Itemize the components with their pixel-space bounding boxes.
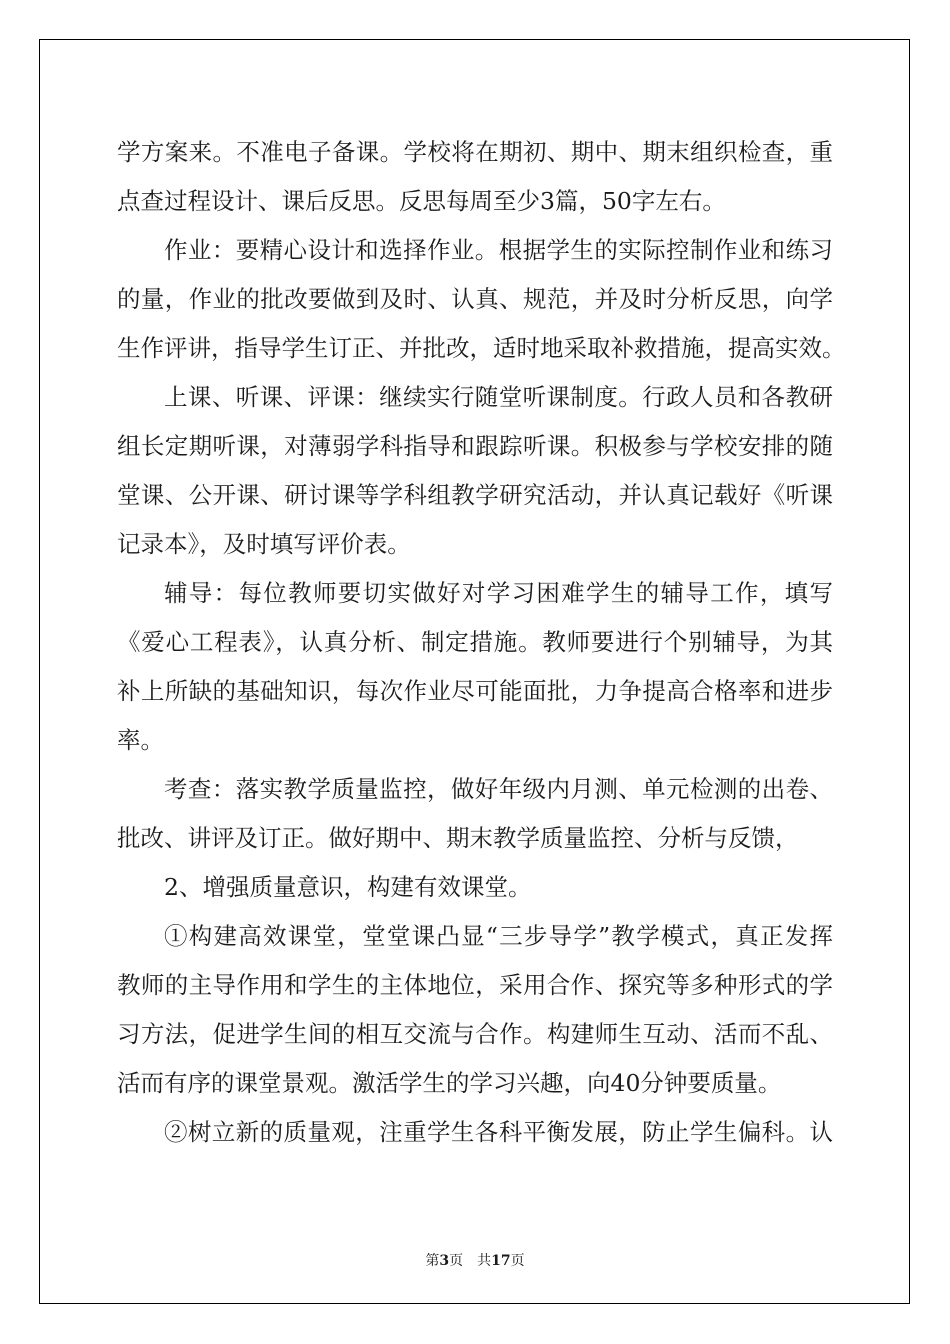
text-line: 生作评讲，指导学生订正、并批改，适时地采取补救措施，提高实效。	[117, 334, 846, 362]
text-line: 上课、听课、评课：继续实行随堂听课制度。行政人员和各教研	[164, 383, 833, 411]
text-line: 辅导：每位教师要切实做好对学习困难学生的辅导工作，填写	[164, 579, 833, 607]
page-footer	[0, 1250, 950, 1270]
document-body	[117, 128, 846, 1157]
text-line: 考查：落实教学质量监控，做好年级内月测、单元检测的出卷、	[164, 775, 833, 803]
total-page-count: 17	[491, 1253, 511, 1269]
text-line: 率。	[117, 726, 164, 754]
footer-prefix: 第	[425, 1253, 440, 1269]
text-line: 记录本》，及时填写评价表。	[117, 530, 411, 558]
text-line: 作业：要精心设计和选择作业。根据学生的实际控制作业和练习	[164, 236, 833, 264]
text-line: 2、增强质量意识，构建有效课堂。	[164, 873, 532, 901]
text-line: 补上所缺的基础知识，每次作业尽可能面批，力争提高合格率和进步	[117, 677, 833, 705]
text-line: 组长定期听课，对薄弱学科指导和跟踪听课。积极参与学校安排的随	[117, 432, 833, 460]
current-page-number: 3	[439, 1253, 450, 1269]
text-line: 活而有序的课堂景观。激活学生的学习兴趣，向40分钟要质量。	[117, 1069, 782, 1097]
footer-suffix: 页	[510, 1253, 525, 1269]
text-line: 点查过程设计、课后反思。反思每周至少3篇，50字左右。	[117, 187, 726, 215]
text-line: 教师的主导作用和学生的主体地位，采用合作、探究等多种形式的学	[117, 971, 833, 999]
text-line: 《爱心工程表》，认真分析、制定措施。教师要进行个别辅导，为其	[117, 628, 833, 656]
text-line: 批改、讲评及订正。做好期中、期末教学质量监控、分析与反馈，	[117, 824, 799, 852]
text-line: ①构建高效课堂，堂堂课凸显“三步导学”教学模式，真正发挥	[164, 922, 833, 950]
text-line: 学方案来。不准电子备课。学校将在期初、期中、期末组织检查，重	[117, 138, 833, 166]
text-line: 堂课、公开课、研讨课等学科组教学研究活动，并认真记载好《听课	[117, 481, 833, 509]
text-line: 习方法，促进学生间的相互交流与合作。构建师生互动、活而不乱、	[117, 1020, 833, 1048]
text-line: ②树立新的质量观，注重学生各科平衡发展，防止学生偏科。认	[164, 1118, 833, 1146]
footer-middle: 页 共	[449, 1253, 492, 1269]
text-line: 的量，作业的批改要做到及时、认真、规范，并及时分析反思，向学	[117, 285, 833, 313]
